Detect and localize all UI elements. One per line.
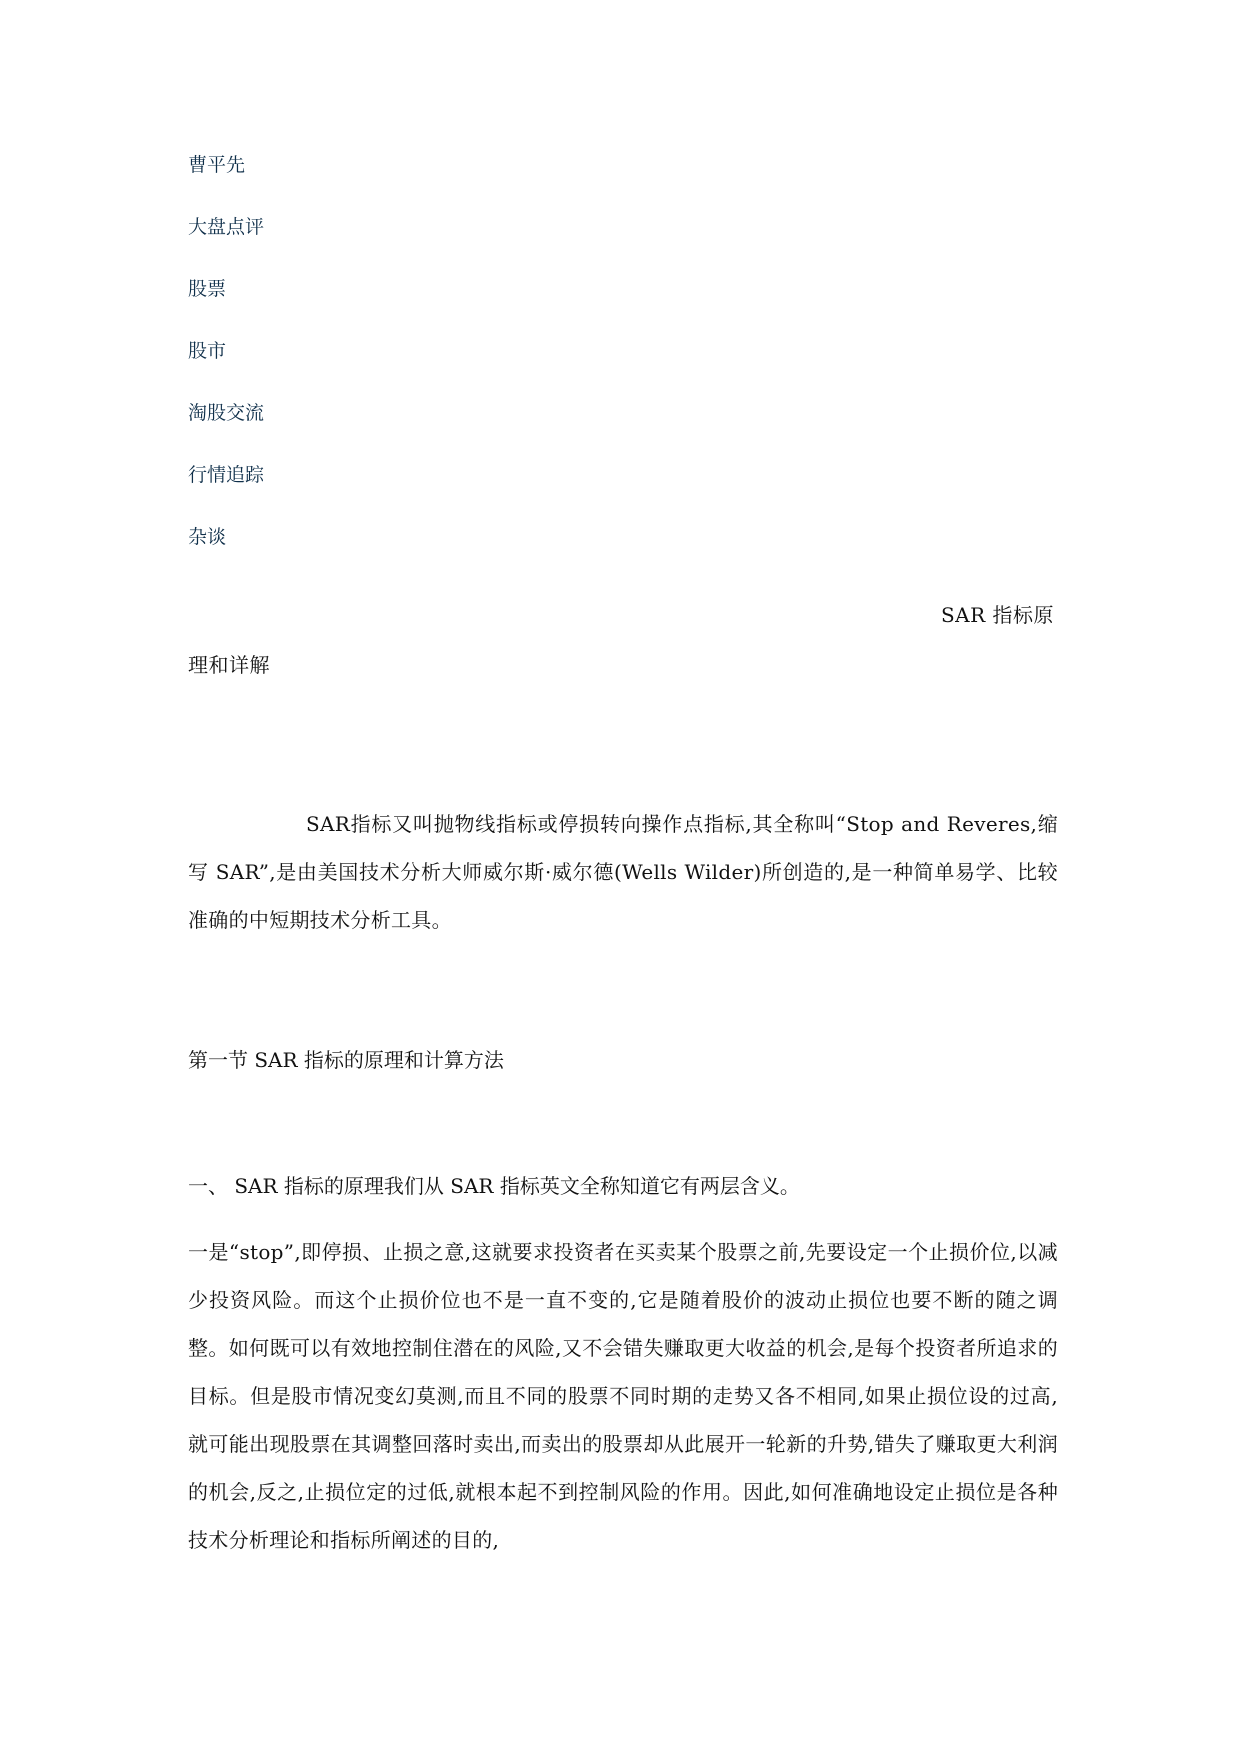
- tag-item-stock-market[interactable]: 股市: [188, 340, 227, 362]
- body-paragraph: 一是“stop”,即停损、止损之意,这就要求投资者在买卖某个股票之前,先要设定一个止损价位,以减少投资风险。而这个止损价位也不是一直不变的,它是随着股价的波动止损位也要不断的随之调整。如何既可以有效地控制住潜在的风险,又不会错失赚取更大收益的机会,是每个投资者所追求的目标。但是股市情况变幻莫测,而且不同的股票不同时期的走势又各不相同,如果止损位设的过高,就可能出现股票在其调整回落时卖出,而卖出的股票却从此展开一轮新的升势,错失了赚取更大利润的机会,反之,止损位定的过低,就根本起不到控制风险的作用。因此,如何准确地设定止损位是各种技术分析理论和指标所阐述的目的,: [188, 1240, 1058, 1552]
- tag-item-market-review[interactable]: 大盘点评: [188, 216, 265, 238]
- tag-list: [188, 150, 1058, 552]
- intro-paragraph: SAR指标又叫抛物线指标或停损转向操作点指标,其全称叫“Stop and Reveres,缩写 SAR”,是由美国技术分析大师威尔斯·威尔德(Wells Wilder)所创造的,是一种简单易学、比较准确的中短期技术分析工具。: [188, 812, 1058, 932]
- document-content: [188, 150, 1058, 1584]
- tag-item-author[interactable]: 曹平先: [188, 154, 246, 176]
- tag-item-market-tracking[interactable]: 行情追踪: [188, 464, 265, 486]
- tag-item-stocks[interactable]: 股票: [188, 278, 227, 300]
- article-title: [188, 590, 1058, 690]
- article-title-line-2: 理和详解: [188, 653, 270, 677]
- section-heading: 第一节 SAR 指标的原理和计算方法: [188, 1048, 504, 1072]
- point-heading: 一、 SAR 指标的原理我们从 SAR 指标英文全称知道它有两层含义。: [188, 1174, 800, 1198]
- tag-item-discussion[interactable]: 淘股交流: [188, 402, 265, 424]
- article-title-line-1: SAR 指标原: [940, 603, 1054, 627]
- tag-item-miscellaneous[interactable]: 杂谈: [188, 526, 227, 548]
